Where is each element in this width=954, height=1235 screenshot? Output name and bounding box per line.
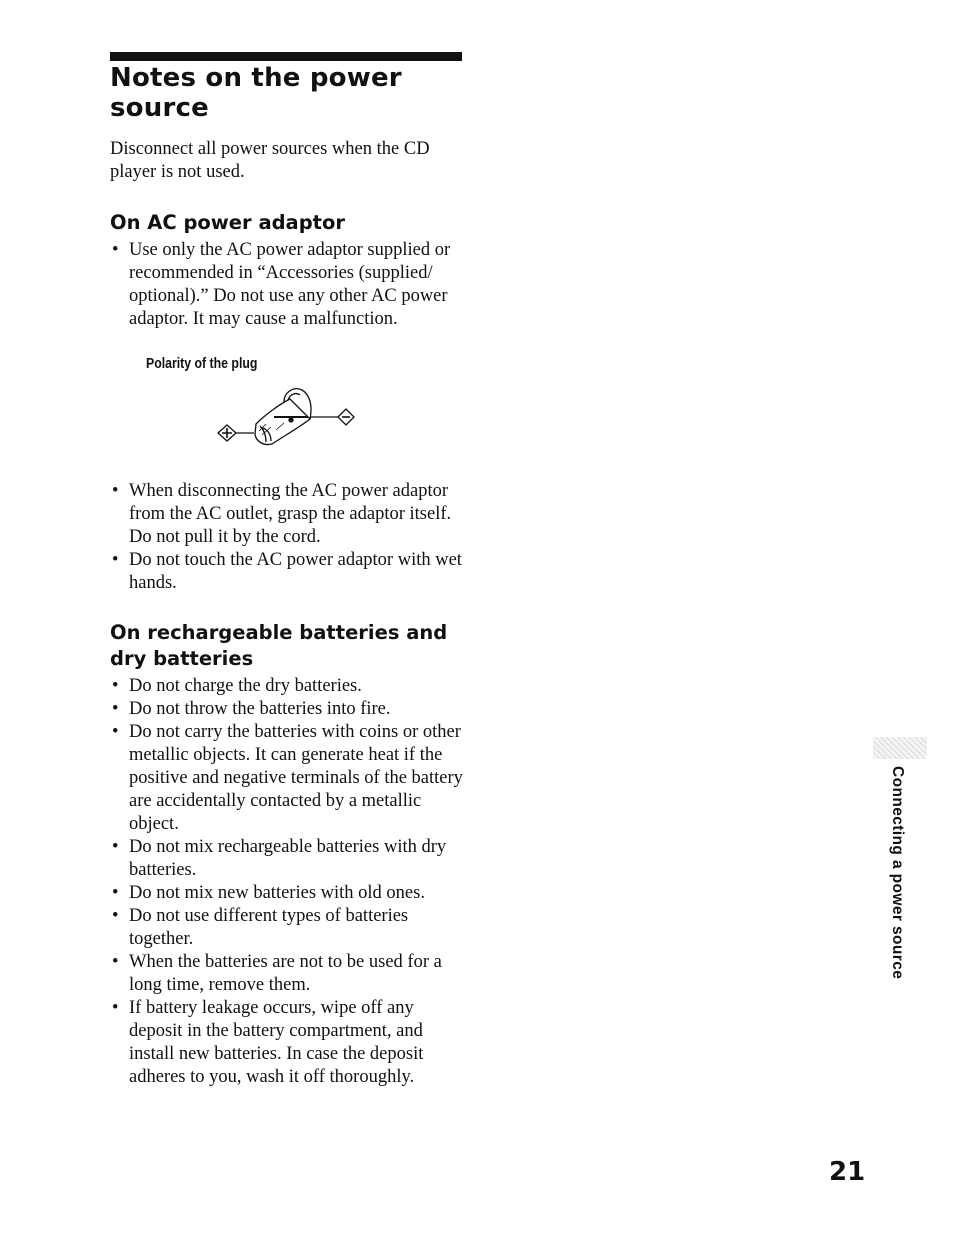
ac-adaptor-bullets-b bbox=[110, 480, 470, 595]
side-tab-label: Connecting a power source bbox=[889, 766, 906, 980]
intro-paragraph: Disconnect all power sources when the CD player is not used. bbox=[110, 139, 430, 182]
title-rule bbox=[110, 52, 462, 61]
section-heading-batteries: On rechargeable batteries and dry batteries bbox=[110, 621, 448, 670]
list-item: • Do not touch the AC power adaptor with wet hands. bbox=[112, 550, 462, 593]
list-item: • If battery leakage occurs, wipe off any deposit in the battery compartment, and install new batteries. In case the deposit adheres to you, wash it off thoroughly. bbox=[112, 998, 424, 1087]
page-title: Notes on the power source bbox=[110, 63, 402, 123]
list-item: • When disconnecting the AC power adaptor from the AC outlet, grasp the adaptor itself. Do not pull it by the cord. bbox=[112, 481, 452, 547]
list-item: • Do not mix new batteries with old ones. bbox=[112, 883, 425, 903]
section-heading-ac-adaptor: On AC power adaptor bbox=[110, 211, 346, 234]
list-item: • Do not throw the batteries into fire. bbox=[112, 699, 391, 719]
figure-caption: Polarity of the plug bbox=[146, 355, 258, 372]
page-number: 21 bbox=[829, 1157, 866, 1187]
list-item: • When the batteries are not to be used for a long time, remove them. bbox=[112, 952, 442, 995]
list-item: • Do not use different types of batteries together. bbox=[112, 906, 409, 949]
side-tab-marker bbox=[873, 737, 927, 759]
battery-bullets bbox=[110, 675, 470, 1089]
list-item: • Do not charge the dry batteries. bbox=[112, 676, 362, 696]
list-item: • Do not mix rechargeable batteries with dry batteries. bbox=[112, 837, 447, 880]
ac-adaptor-bullets-a bbox=[110, 239, 470, 331]
list-item: • Do not carry the batteries with coins or other metallic objects. It can generate heat if the positive and negative terminals of the battery are accidentally contacted by a metallic object. bbox=[112, 722, 463, 834]
plug-polarity-icon bbox=[214, 384, 360, 450]
list-item: • Use only the AC power adaptor supplied or recommended in “Accessories (supplied/ optional).” Do not use any other AC power adaptor. It may cause a malfunction. bbox=[112, 240, 451, 329]
